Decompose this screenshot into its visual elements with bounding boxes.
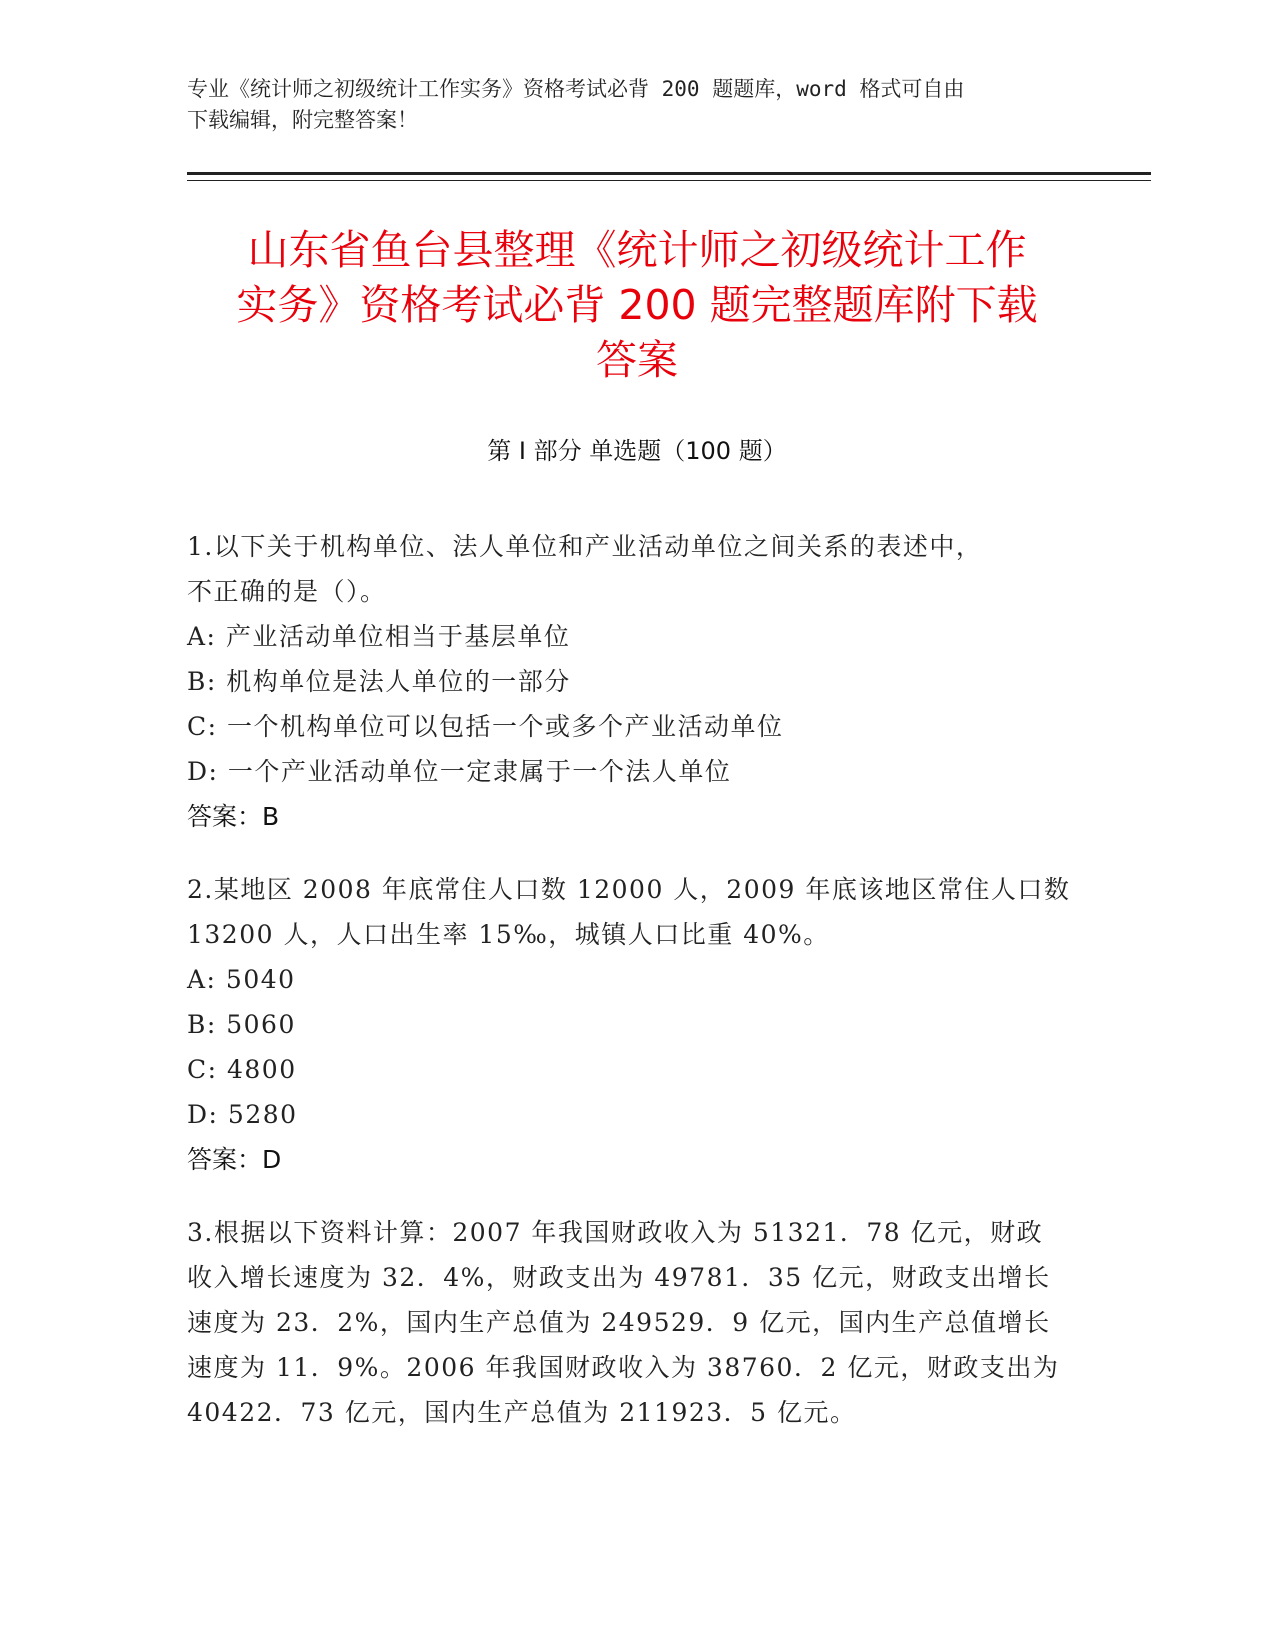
question-1 bbox=[187, 524, 1077, 839]
question-2-option-a: A: 5040 bbox=[187, 965, 296, 994]
question-2 bbox=[187, 867, 1077, 1182]
header-rule-thin bbox=[187, 180, 1151, 181]
document-title-line-2: 实务》资格考试必背 200 题完整题库附下载 bbox=[236, 281, 1038, 329]
question-1-option-c: C: 一个机构单位可以包括一个或多个产业活动单位 bbox=[187, 712, 784, 741]
question-3-stem-line-5: 40422．73 亿元，国内生产总值为 211923．5 亿元。 bbox=[187, 1398, 857, 1427]
question-2-stem-line-2: 13200 人，人口出生率 15‰，城镇人口比重 40%。 bbox=[187, 920, 830, 949]
document-title bbox=[187, 223, 1087, 388]
question-1-option-b: B: 机构单位是法人单位的一部分 bbox=[187, 667, 571, 696]
question-2-option-d: D: 5280 bbox=[187, 1100, 298, 1129]
question-2-stem-line-1: 2.某地区 2008 年底常住人口数 12000 人，2009 年底该地区常住人口数 bbox=[187, 875, 1071, 904]
question-3-stem-line-3: 速度为 23．2%，国内生产总值为 249529．9 亿元，国内生产总值增长 bbox=[187, 1308, 1051, 1337]
question-3-stem-line-4: 速度为 11．9%。2006 年我国财政收入为 38760．2 亿元，财政支出为 bbox=[187, 1353, 1060, 1382]
question-1-option-d: D: 一个产业活动单位一定隶属于一个法人单位 bbox=[187, 757, 732, 786]
question-1-stem-line-2: 不正确的是（）。 bbox=[187, 577, 387, 606]
header-note bbox=[187, 74, 1067, 136]
question-list bbox=[187, 524, 1077, 1463]
question-1-option-a: A: 产业活动单位相当于基层单位 bbox=[187, 622, 571, 651]
question-3-stem-line-1: 3.根据以下资料计算：2007 年我国财政收入为 51321．78 亿元，财政 bbox=[187, 1218, 1044, 1247]
question-1-stem-line-1: 1.以下关于机构单位、法人单位和产业活动单位之间关系的表述中， bbox=[187, 532, 983, 561]
question-1-answer: 答案：B bbox=[187, 802, 280, 831]
question-2-option-c: C: 4800 bbox=[187, 1055, 297, 1084]
question-2-answer: 答案：D bbox=[187, 1145, 282, 1174]
question-3 bbox=[187, 1210, 1077, 1435]
question-2-option-b: B: 5060 bbox=[187, 1010, 296, 1039]
header-note-line-1: 专业《统计师之初级统计工作实务》资格考试必背 200 题题库，word 格式可自由 bbox=[187, 77, 965, 101]
header-note-line-2: 下载编辑，附完整答案！ bbox=[187, 108, 418, 132]
header-rule-thick bbox=[187, 172, 1151, 175]
document-title-line-1: 山东省鱼台县整理《统计师之初级统计工作 bbox=[247, 226, 1027, 274]
section-title: 第 I 部分 单选题（100 题） bbox=[487, 437, 787, 465]
question-3-stem-line-2: 收入增长速度为 32．4%，财政支出为 49781．35 亿元，财政支出增长 bbox=[187, 1263, 1051, 1292]
document-title-line-3: 答案 bbox=[596, 336, 678, 384]
